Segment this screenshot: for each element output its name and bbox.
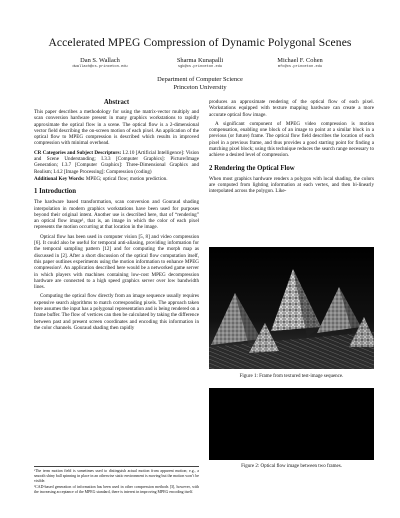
- textured-scene: [209, 247, 374, 369]
- left-column: [34, 99, 199, 334]
- author-email: sgk@cs.princeton.edu: [177, 65, 223, 69]
- footnote: ¹The term motion field is sometimes used to distinguish actual motion from apparent motion; e.g., a smooth shiny ball spinning in place in an otherwise static environment is moving but the motion won’t be visible.: [34, 469, 199, 483]
- footnote: ²CAD-based generation of information has been used in other compression methods [3], however, with the increasing acceptance of the MPEG standard, there is interest in improving MPEG encoding itself.: [34, 484, 199, 494]
- section-heading: 2 Rendering the Optical Flow: [209, 164, 295, 172]
- author-name: Sharma Kunapalli: [176, 57, 224, 64]
- department: Department of Computer Science: [157, 76, 243, 83]
- keywords: [34, 176, 199, 182]
- university: Princeton University: [173, 84, 227, 91]
- author-email: dwallach@cs.princeton.edu: [72, 65, 128, 69]
- figure-1-caption: Figure 1: Frame from textured test-image sequence.: [239, 374, 344, 379]
- intro-paragraph: Computing the optical flow directly from an image sequence usually requires expensive search algorithms to match corresponding pixels. The approach taken here assumes the input has a polygonal representation and is being rendered on a frame buffer. The flow of vertices can then be calculated by taking the difference between past and present screen coordinates and encoding this information in the color channels. Gouraud shading then rapidly: [34, 293, 199, 331]
- keywords-text: MPEG; optical flow; motion prediction.: [85, 175, 168, 182]
- intro-heading: 1 Introduction: [34, 188, 76, 196]
- intro-paragraph: Optical flow has been used in computer vision [5, 8] and video compression [6]. It could also be useful for temporal anti-aliasing, providing information for the temporal sampling pattern [12] and for computing the morph map as discussed in [2]. After a short discussion of the optical flow computation itself, this paper outlines experiments using the motion information to enhance MPEG compression². An application described here would be a networked game server in which players with machines containing low-cost MPEG decompression hardware are connected to a high speed graphics server over low bandwidth lines.: [34, 233, 199, 291]
- figure-1-image: [209, 247, 374, 369]
- figure-2-image: [209, 388, 374, 460]
- figure-2-caption: Figure 2: Optical flow image between two frames.: [241, 464, 342, 469]
- intro-paragraph: The hardware based transformation, scan conversion and Gouraud shading interpolation in modern graphics workstations have been used for purposes beyond their original intent. Another use is described here, that of “rendering” an optical flow image¹, that is, an image in which the color of each pixel represents the motion occurring at that location in the image.: [34, 199, 199, 231]
- right-column: [209, 99, 374, 198]
- author-email: mfc@cs.princeton.edu: [277, 65, 323, 69]
- author-name: Michael F. Cohen: [277, 57, 323, 64]
- cr-text: I.2.10 [Artificial Intelligence]: Vision and Scene Understanding; I.3.3 [Computer Graphics]: Picture/Image Generation; I.3.7 [Computer Graphics]: Three-Dimensional Graphics and Realism; I.4.2 [Image Processing]: Compression (coding): [34, 149, 199, 175]
- body-paragraph: produces an approximate rendering of the optical flow of each pixel. Workstations equipped with texture mapping hardware can create a more accurate optical flow image.: [209, 99, 374, 118]
- author-block: [240, 57, 360, 69]
- body-paragraph: When most graphics hardware renders a polygon with local shading, the colors are computed from lighting information at each vertex, and then bi-linearly interpolated across the polygon. Like-: [209, 175, 374, 195]
- abstract-heading: Abstract: [103, 99, 130, 106]
- footnotes: [34, 466, 199, 496]
- cr-label: CR Categories and Subject Descriptors:: [34, 149, 122, 156]
- author-name: Dan S. Wallach: [80, 57, 120, 64]
- cr-categories: [34, 150, 199, 175]
- optical-flow-image: [209, 388, 374, 460]
- paper-title: Accelerated MPEG Compression of Dynamic Polygonal Scenes: [48, 36, 352, 49]
- body-paragraph: A significant component of MPEG video compression is motion compensation, enabling one block of an image to point at a similar block in a previous (or future) frame. The optical flow field describes the location of each pixel in a previous frame, and thus provides a good starting point for finding a matching pixel block; using this technique reduces the search range necessary to achieve a desired level of compression.: [209, 120, 374, 159]
- abstract-text: This paper describes a methodology for using the matrix-vector multiply and scan conversion hardware present in many graphics workstations to rapidly approximate the optical flow in a scene. The optical flow is a 2-dimensional vector field describing the on-screen motion of each pixel. An application of the optical flow to MPEG compression is described which results in improved compression with minimal overhead.: [34, 109, 199, 147]
- keywords-label: Additional Key Words:: [34, 175, 85, 182]
